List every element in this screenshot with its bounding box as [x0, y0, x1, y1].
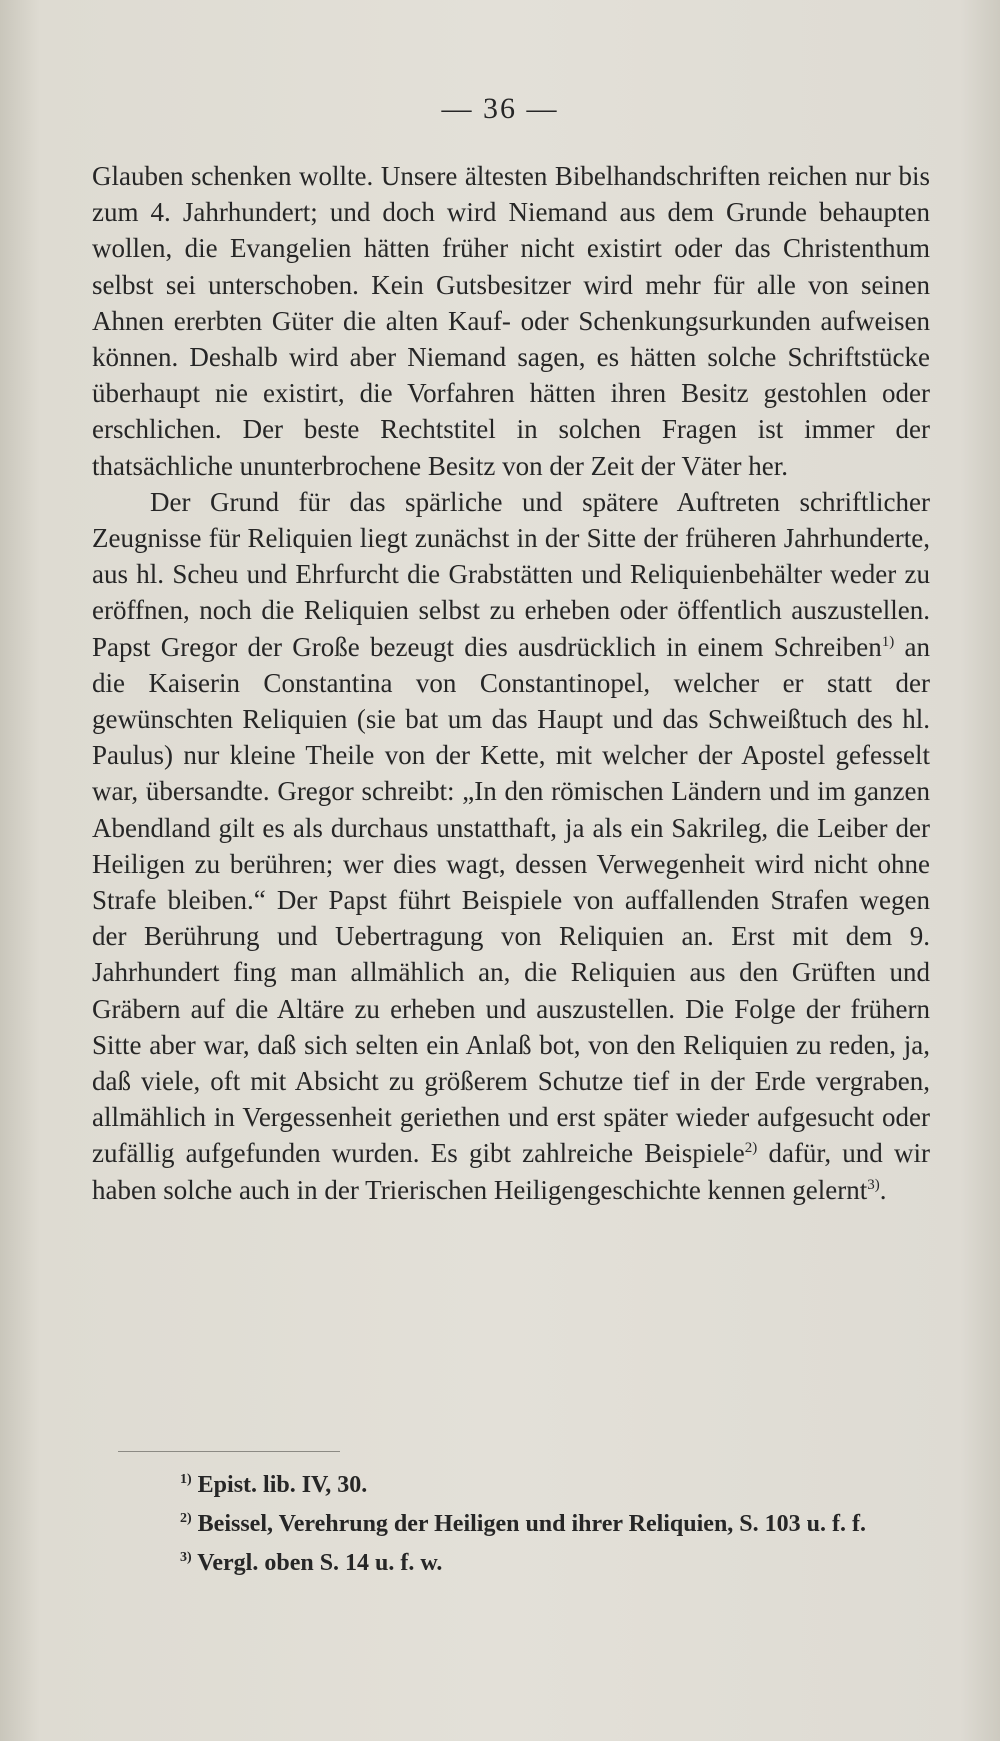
footnote-3: [118, 1541, 960, 1580]
footnote-marker: 1): [180, 1472, 192, 1487]
footnote-1: [118, 1463, 960, 1502]
paragraph-2-part-d: .: [879, 1174, 887, 1205]
page-number: — 36 —: [441, 92, 559, 125]
footnote-ref-1[interactable]: 1): [881, 633, 895, 650]
footnote-text: Epist. lib. IV, 30.: [197, 1472, 368, 1498]
paragraph-2: [92, 484, 930, 1208]
footnote-marker: 2): [180, 1511, 192, 1526]
footnotes: [118, 1463, 960, 1580]
main-text: [92, 158, 930, 1208]
paragraph-2-part-c: dafür, und wir haben solche auch in der Trierischen Heiligengeschichte kennen gelernt: [92, 1138, 930, 1205]
paragraph-1: Glauben schenken wollte. Unsere ältesten Bibelhandschriften reichen nur bis zum 4. Jahrhundert; und doch wird Niemand aus dem Grunde behaupten wollen, die Evangelien hätten früher nicht existirt oder das Christenthum selbst sei unterschoben. Kein Gutsbesitzer wird mehr für alle von seinen Ahnen ererbten Güter die alten Kauf- oder Schenkungsurkunden aufweisen können. Deshalb wird aber Niemand sagen, es hätten solche Schriftstücke überhaupt nie existirt, die Vorfahren hätten ihren Besitz gestohlen oder erschlichen. Der beste Rechtstitel in solchen Fragen ist immer der thatsächliche ununterbrochene Besitz von der Zeit der Väter her.: [92, 161, 930, 481]
footnote-text: Vergl. oben S. 14 u. f. w.: [197, 1550, 443, 1576]
footnote-text: Beissel, Verehrung der Heiligen und ihrer Reliquien, S. 103 u. f. f.: [197, 1511, 866, 1537]
footnote-divider: [118, 1451, 340, 1452]
footnote-ref-2[interactable]: 2): [744, 1140, 758, 1157]
footnote-2: [118, 1502, 960, 1541]
footnote-marker: 3): [180, 1550, 192, 1565]
paragraph-2-part-a: Der Grund für das spärliche und spätere Auftreten schriftlicher Zeugnisse für Reliquien liegt zunächst in der Sitte der früheren Jahrhunderte, aus hl. Scheu und Ehrfurcht die Grabstätten und Reliquienbehälter weder zu eröffnen, noch die Reliquien selbst zu erheben oder öffentlich auszustellen. Papst Gregor der Große bezeugt dies ausdrücklich in einem Schreiben: [92, 486, 930, 662]
footnote-ref-3[interactable]: 3): [867, 1176, 880, 1193]
paragraph-2-part-b: an die Kaiserin Constantina von Constantinopel, welcher er statt der gewünschten Reliquien (sie bat um das Haupt und das Schweißtuch des hl. Paulus) nur kleine Theile von der Kette, mit welcher der Apostel gefesselt war, übersandte. Gregor schreibt: „In den römischen Ländern und im ganzen Abendland gilt es als durchaus unstatthaft, ja als ein Sakrileg, die Leiber der Heiligen zu berühren; wer dies wagt, dessen Verwegenheit wird nicht ohne Strafe bleiben.“ Der Papst führt Beispiele von auffallenden Strafen wegen der Berührung und Uebertragung von Reliquien an. Erst mit dem 9. Jahrhundert fing man allmählich an, die Reliquien aus den Grüften und Gräbern auf die Altäre zu erheben und auszustellen. Die Folge der frühern Sitte aber war, daß sich selten ein Anlaß bot, von den Reliquien zu reden, ja, daß viele, oft mit Absicht zu größerem Schutze tief in der Erde vergraben, allmählich in Vergessenheit geriethen und erst später wieder aufgesucht oder zufällig aufgefunden wurden. Es gibt zahlreiche Beispiele: [92, 631, 930, 1169]
